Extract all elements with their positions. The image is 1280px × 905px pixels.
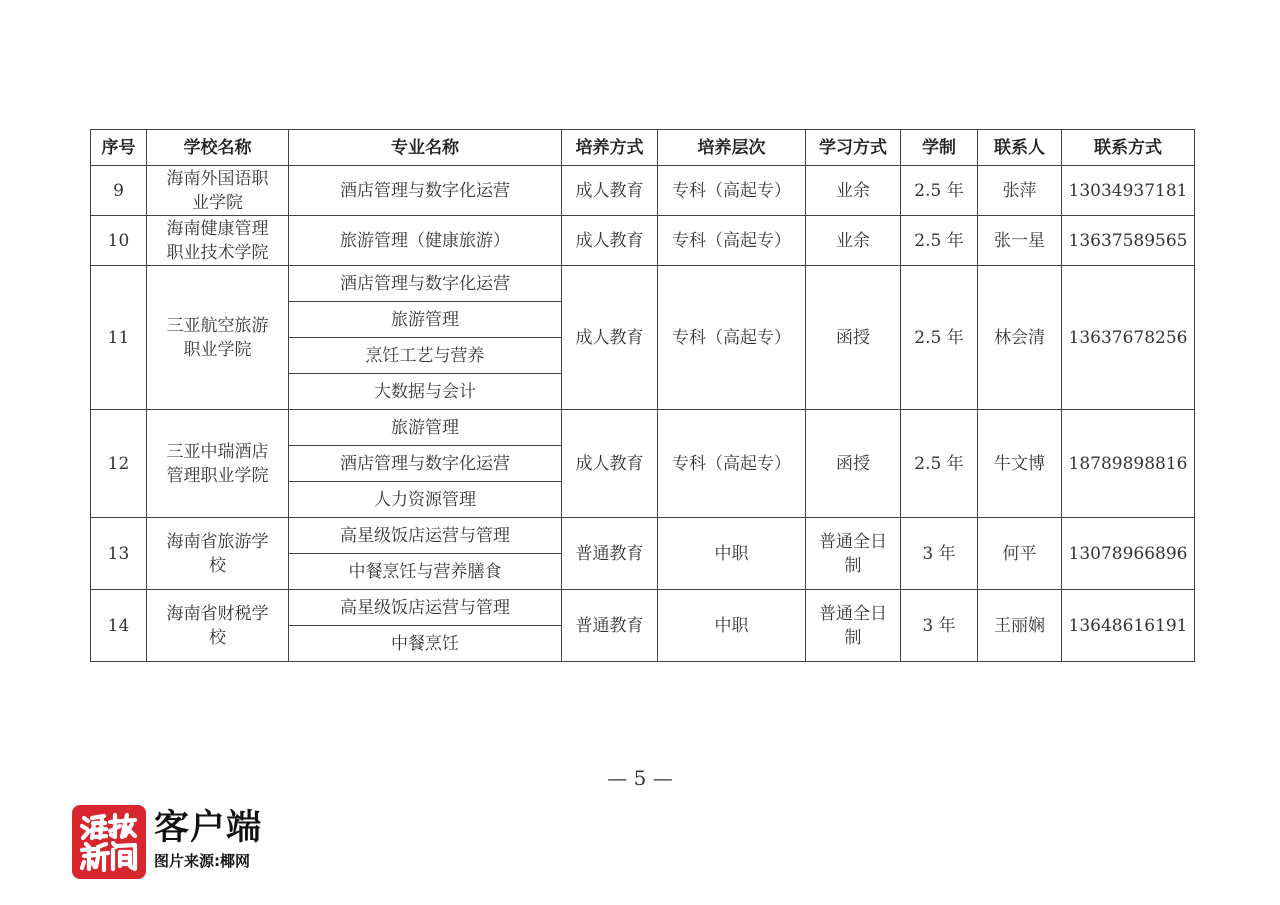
major-name: 高星级饭店运营与管理 [289, 518, 562, 554]
study-mode: 函授 [806, 266, 901, 410]
training-level: 中职 [658, 518, 806, 590]
training-mode: 成人教育 [562, 166, 658, 216]
contact-person: 林会清 [978, 266, 1062, 410]
duration: 2.5 年 [901, 166, 978, 216]
contact-person: 张一星 [978, 216, 1062, 266]
major-name: 酒店管理与数字化运营 [289, 446, 562, 482]
major-name: 中餐烹饪 [289, 626, 562, 662]
header-study: 学习方式 [806, 130, 901, 166]
school-name: 海南健康管理职业技术学院 [147, 216, 289, 266]
table-row [91, 410, 1195, 446]
row-no: 9 [91, 166, 147, 216]
phone-number: 13637678256 [1062, 266, 1195, 410]
major-name: 人力资源管理 [289, 482, 562, 518]
header-contact: 联系人 [978, 130, 1062, 166]
school-name: 海南外国语职业学院 [147, 166, 289, 216]
school-name: 海南省旅游学校 [147, 518, 289, 590]
row-no: 12 [91, 410, 147, 518]
header-duration: 学制 [901, 130, 978, 166]
duration: 3 年 [901, 518, 978, 590]
header-phone: 联系方式 [1062, 130, 1195, 166]
study-mode: 业余 [806, 166, 901, 216]
table-row [91, 266, 1195, 302]
training-level: 专科（高起专） [658, 216, 806, 266]
duration: 2.5 年 [901, 266, 978, 410]
row-no: 13 [91, 518, 147, 590]
major-name: 高星级饭店运营与管理 [289, 590, 562, 626]
phone-number: 18789898816 [1062, 410, 1195, 518]
training-level: 中职 [658, 590, 806, 662]
row-no: 10 [91, 216, 147, 266]
major-name: 旅游管理 [289, 302, 562, 338]
image-source-credit: 图片来源:椰网 [154, 852, 250, 870]
table-row [91, 166, 1195, 216]
study-mode: 普通全日制 [806, 518, 901, 590]
header-mode: 培养方式 [562, 130, 658, 166]
major-name: 中餐烹饪与营养膳食 [289, 554, 562, 590]
contact-person: 何平 [978, 518, 1062, 590]
header-school: 学校名称 [147, 130, 289, 166]
brand-title: 客户端 [154, 808, 263, 848]
duration: 3 年 [901, 590, 978, 662]
table-row [91, 590, 1195, 626]
school-name: 三亚中瑞酒店管理职业学院 [147, 410, 289, 518]
duration: 2.5 年 [901, 410, 978, 518]
study-mode: 函授 [806, 410, 901, 518]
header-major: 专业名称 [289, 130, 562, 166]
training-mode: 普通教育 [562, 590, 658, 662]
phone-number: 13078966896 [1062, 518, 1195, 590]
training-mode: 成人教育 [562, 410, 658, 518]
header-level: 培养层次 [658, 130, 806, 166]
study-mode: 业余 [806, 216, 901, 266]
contact-person: 张萍 [978, 166, 1062, 216]
contact-person: 王丽娴 [978, 590, 1062, 662]
table-header-row [91, 130, 1195, 166]
training-level: 专科（高起专） [658, 166, 806, 216]
logo-calligraphy-icon [80, 812, 138, 872]
row-no: 11 [91, 266, 147, 410]
major-name: 旅游管理 [289, 410, 562, 446]
phone-number: 13637589565 [1062, 216, 1195, 266]
major-name: 酒店管理与数字化运营 [289, 166, 562, 216]
row-no: 14 [91, 590, 147, 662]
major-name: 大数据与会计 [289, 374, 562, 410]
contact-person: 牛文博 [978, 410, 1062, 518]
majors-table [90, 129, 1195, 662]
major-name: 酒店管理与数字化运营 [289, 266, 562, 302]
training-mode: 成人教育 [562, 216, 658, 266]
training-mode: 成人教育 [562, 266, 658, 410]
training-level: 专科（高起专） [658, 266, 806, 410]
page-number: — 5 — [607, 766, 673, 790]
table-row [91, 216, 1195, 266]
major-name: 烹饪工艺与营养 [289, 338, 562, 374]
table-row [91, 518, 1195, 554]
brand-block [154, 806, 262, 872]
header-no: 序号 [91, 130, 147, 166]
major-name: 旅游管理（健康旅游） [289, 216, 562, 266]
phone-number: 13034937181 [1062, 166, 1195, 216]
haiba-news-logo [72, 805, 146, 879]
study-mode: 普通全日制 [806, 590, 901, 662]
training-mode: 普通教育 [562, 518, 658, 590]
school-name: 海南省财税学校 [147, 590, 289, 662]
school-name: 三亚航空旅游职业学院 [147, 266, 289, 410]
phone-number: 13648616191 [1062, 590, 1195, 662]
training-level: 专科（高起专） [658, 410, 806, 518]
duration: 2.5 年 [901, 216, 978, 266]
